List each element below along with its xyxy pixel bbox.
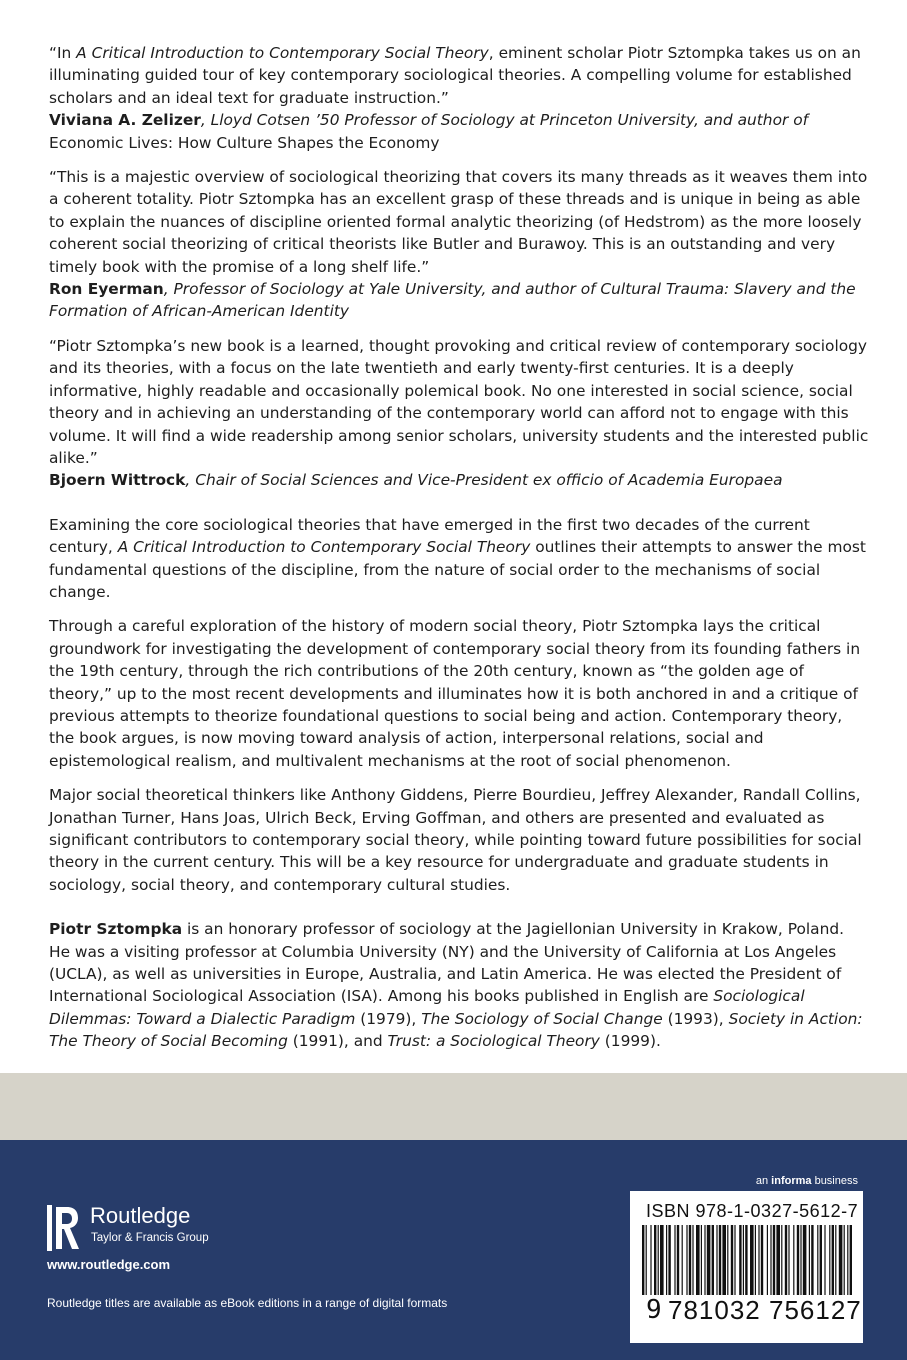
- informa-text: business: [811, 1175, 858, 1187]
- quote-text: “This is a majestic overview of sociological theorizing that covers its many threads as it weaves them into a coherent totality. Piotr Sztompka has an excellent grasp of these threads and is unique in being as able to explain the nuances of discipline oriented formal analytic theorizing (of Hedstrom) as the more loosely coherent social theorizing of critical theorists like Butler and Burawoy. This is an outstanding and very timely book with the promise of a long shelf life.”: [49, 168, 868, 276]
- routledge-logo-icon: [47, 1205, 81, 1251]
- bio-text: (1999).: [599, 1032, 661, 1051]
- endorser-name: Ron Eyerman: [49, 280, 164, 299]
- bio-text: (1979),: [355, 1009, 422, 1028]
- quote-text: , eminent scholar Piotr Sztompka takes us on an illuminating guided tour of key contemporary sociological theories. A compelling volume for established scholars and an ideal text for graduate instruction.”: [49, 44, 861, 107]
- endorser-role: , Chair of Social Sciences and Vice-President ex officio of Academia Europaea: [185, 471, 783, 490]
- book-title: A Critical Introduction to Contemporary Social Theory: [117, 538, 531, 557]
- book-title: A Critical Introduction to Contemporary Social Theory: [76, 44, 489, 62]
- bio-book-title: Society in Action: The Theory of Social Becoming: [49, 1009, 863, 1051]
- author-bio: [49, 918, 869, 1052]
- endorsement-1: [49, 42, 869, 154]
- author-name: Piotr Sztompka: [49, 920, 183, 939]
- bio-book-title: The Sociology of Social Change: [421, 1009, 663, 1028]
- barcode-lead-digit: 9: [646, 1295, 662, 1325]
- bio-text: (1993),: [662, 1009, 729, 1028]
- endorser-name: Bjoern Wittrock: [49, 471, 186, 490]
- description-paragraph-2: Through a careful exploration of the history of modern social theory, Piotr Sztompka lays the critical groundwork for investigating the development of contemporary social theory from its founding fathers in the 19th century, through the rich contributions of the 20th century, known as “the golden age of theory,” up to the most recent developments and illuminates how it is both anchored in and a critique of previous attempts to theorize foundational questions to social being and action. Contemporary theory, the book argues, is now moving toward analysis of action, interpersonal relations, social and epistemological realism, and multivalent mechanisms at the root of social phenomenon.: [49, 617, 861, 770]
- publisher-footer: [0, 1140, 907, 1360]
- endorser-book: Economic Lives: How Culture Shapes the Economy: [49, 133, 440, 152]
- isbn-label: ISBN 978-1-0327-5612-7: [646, 1201, 859, 1221]
- publisher-url[interactable]: www.routledge.com: [47, 1257, 171, 1272]
- bio-book-title: Trust: a Sociological Theory: [387, 1032, 600, 1051]
- informa-brand: informa: [771, 1175, 812, 1187]
- divider-band: [0, 1073, 907, 1140]
- quote-text: “In: [49, 44, 77, 62]
- endorsement-2: [49, 166, 869, 323]
- endorser-role: , Lloyd Cotsen ’50 Professor of Sociology at Princeton University, and author of: [200, 111, 809, 130]
- bio-text: is an honorary professor of sociology at the Jagiellonian University in Krakow, Poland. He was a visiting professor at Columbia University (NY) and the University of California at Los Angeles (UCLA), as well as universities in Europe, Australia, and Latin America. He was elected the President of International Sociological Association (ISA). Among his books published in English are: [49, 920, 844, 1006]
- publisher-name: Routledge: [90, 1203, 191, 1228]
- barcode-bars-icon: [642, 1225, 852, 1295]
- isbn-barcode: [630, 1191, 863, 1343]
- quote-text: “Piotr Sztompka’s new book is a learned, thought provoking and critical review of contemporary sociology and its theories, with a focus on the late twentieth and early twenty-first centuries. It is a deeply informative, highly readable and occasionally polemical book. No one interested in social science, social theory and in achieving an understanding of the contemporary world can afford not to engage with this volume. It will find a wide readership among senior scholars, university students and the interested public alike.”: [49, 336, 869, 467]
- description-text: outlines their attempts to answer the most fundamental questions of the discipline, from the nature of social order to the mechanisms of social change.: [49, 538, 866, 601]
- endorser-role: , Professor of Sociology at Yale University, and author of Cultural Trauma: Slavery and the Formation of African-American Identity: [49, 280, 856, 321]
- informa-tagline: [756, 1175, 858, 1187]
- description-paragraph-1: [49, 514, 869, 604]
- endorsement-3: [49, 335, 869, 492]
- description-paragraph-3: Major social theoretical thinkers like Anthony Giddens, Pierre Bourdieu, Jeffrey Alexander, Randall Collins, Jonathan Turner, Hans Joas, Ulrich Beck, Erving Goffman, and others are presented and evaluated as significant contributors to contemporary social theory, while pointing toward future possibilities for social theory in the current century. This will be a key resource for undergraduate and graduate students in sociology, social theory, and contemporary cultural studies.: [49, 786, 862, 894]
- barcode-digits: 781032 756127: [668, 1295, 862, 1325]
- bio-book-title: Sociological Dilemmas: Toward a Dialectic Paradigm: [49, 987, 805, 1028]
- publisher-subtitle: Taylor & Francis Group: [91, 1232, 209, 1244]
- description-text: Examining the core sociological theories that have emerged in the first two decades of the current century,: [49, 515, 810, 557]
- informa-text: an: [755, 1175, 772, 1187]
- ebook-note: Routledge titles are available as eBook editions in a range of digital formats: [47, 1296, 448, 1310]
- endorser-name: Viviana A. Zelizer: [49, 111, 201, 130]
- bio-text: (1991), and: [287, 1032, 388, 1051]
- back-cover-text: [49, 42, 869, 1053]
